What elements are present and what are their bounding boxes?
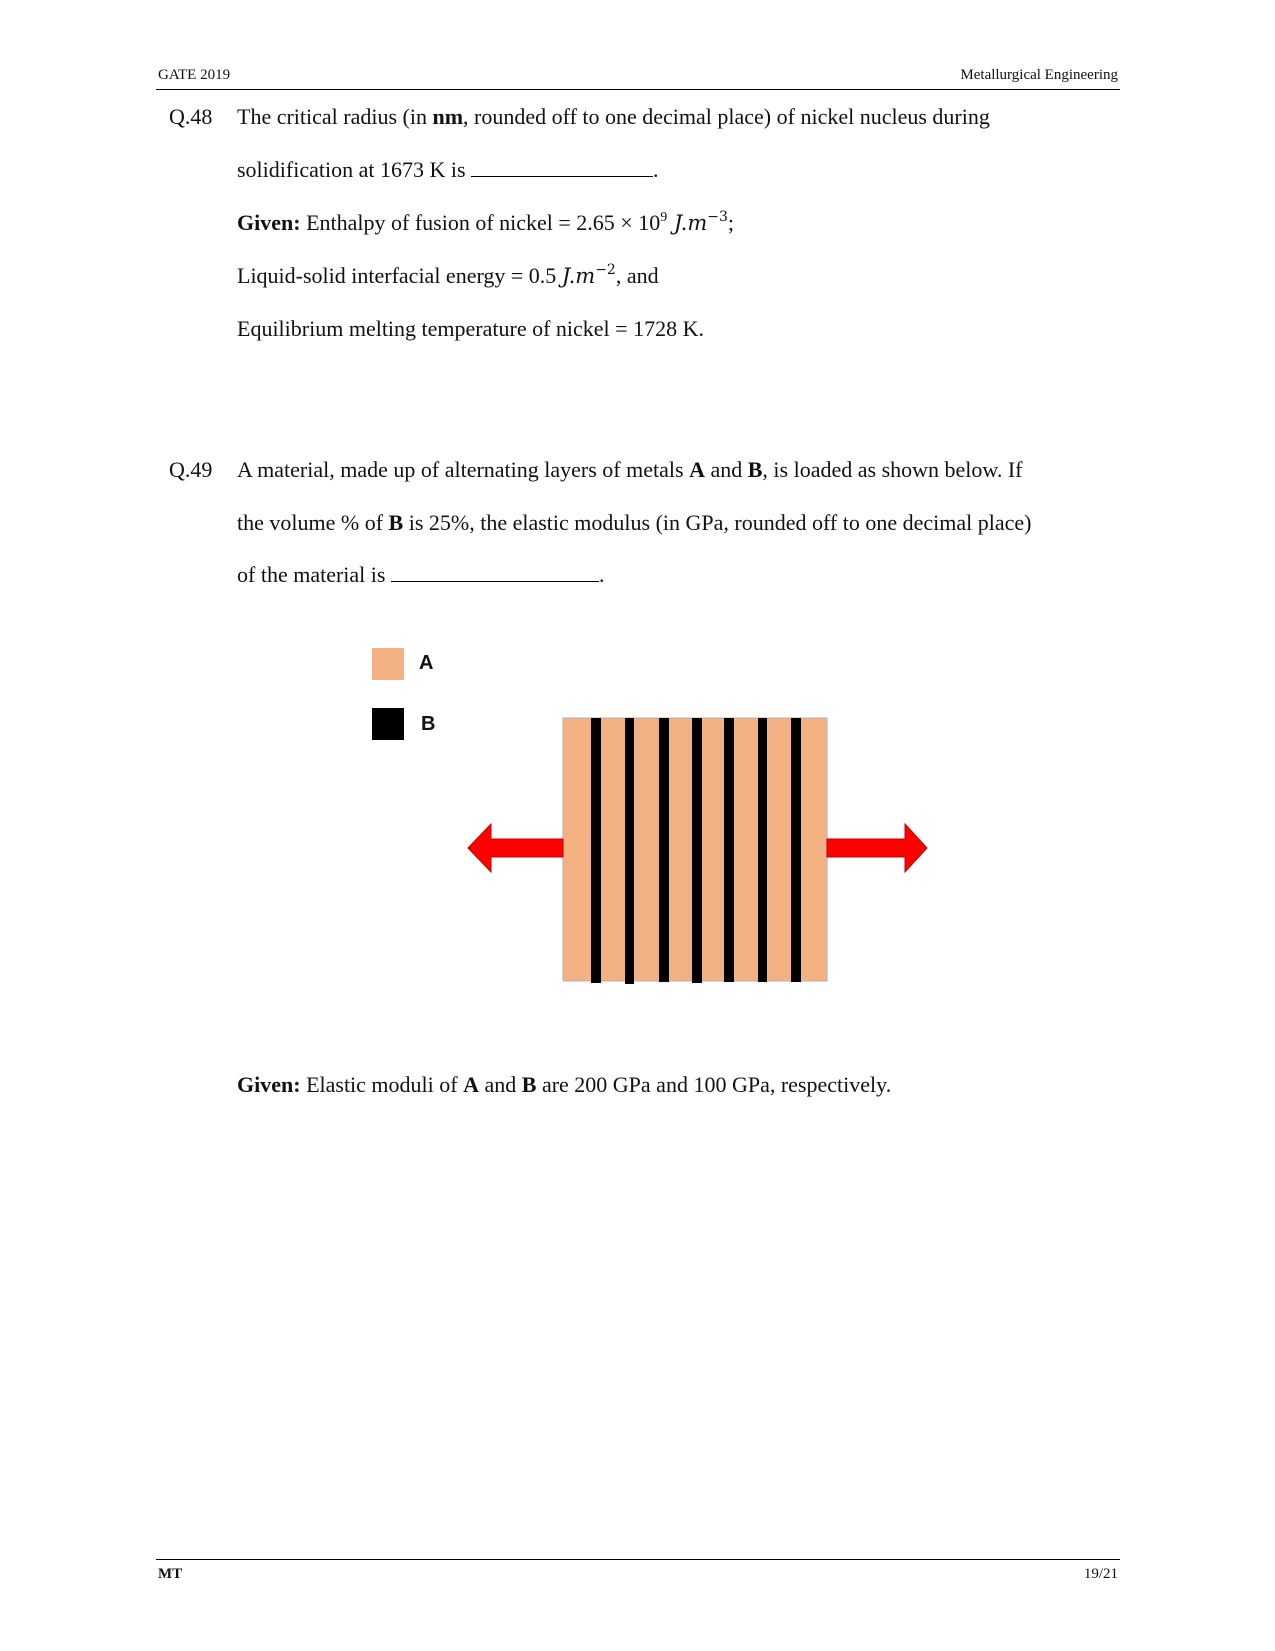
footer-code: MT <box>158 1566 183 1582</box>
header-divider <box>156 89 1120 90</box>
legend-label-b: B <box>421 713 436 735</box>
layer-b-7 <box>791 718 801 982</box>
question-49-line-3: of the material is . <box>237 562 605 587</box>
question-49-number: Q.49 <box>169 457 213 482</box>
layer-b-2 <box>625 718 634 984</box>
question-49-line-1: A material, made up of alternating layers of metals A and B, is loaded as shown below. If <box>237 457 1023 482</box>
question-48-line-1: The critical radius (in nm, rounded off to one decimal place) of nickel nucleus during <box>237 104 990 129</box>
question-48-number: Q.48 <box>169 104 213 129</box>
question-48-line-2: solidification at 1673 K is . <box>237 157 659 182</box>
header-subject: Metallurgical Engineering <box>960 67 1118 83</box>
footer-divider <box>156 1559 1120 1560</box>
legend-swatch-b <box>372 708 404 740</box>
right-load-arrow <box>827 824 927 872</box>
question-48-given-2: Liquid-solid interfacial energy = 0.5 $J.m^{-2}$, and <box>237 262 659 288</box>
layer-b-3 <box>659 718 669 982</box>
legend-label-a: A <box>419 652 434 674</box>
question-49-given: Given: Elastic moduli of A and B are 200 GPa and 100 GPa, respectively. <box>237 1072 892 1097</box>
left-load-arrow <box>468 824 563 872</box>
header-exam-title: GATE 2019 <box>158 67 231 83</box>
layer-b-1 <box>591 718 601 983</box>
answer-blank-49 <box>391 563 599 582</box>
footer-page-number: 19/21 <box>1083 1566 1118 1582</box>
question-48-given-1: Given: Enthalpy of fusion of nickel = $2.65 \times 10^9$ $J.m^{-3}$; <box>237 209 735 235</box>
layered-composite-figure <box>460 710 930 990</box>
legend-swatch-a <box>372 648 404 680</box>
layer-b-4 <box>692 718 702 983</box>
layer-b-6 <box>758 718 767 982</box>
question-49-line-2: the volume % of B is 25%, the elastic modulus (in GPa, rounded off to one decimal place) <box>237 510 1032 535</box>
answer-blank-48 <box>471 158 653 177</box>
question-48-given-3: Equilibrium melting temperature of nickel = 1728 K. <box>237 316 704 341</box>
layer-b-5 <box>724 718 734 982</box>
